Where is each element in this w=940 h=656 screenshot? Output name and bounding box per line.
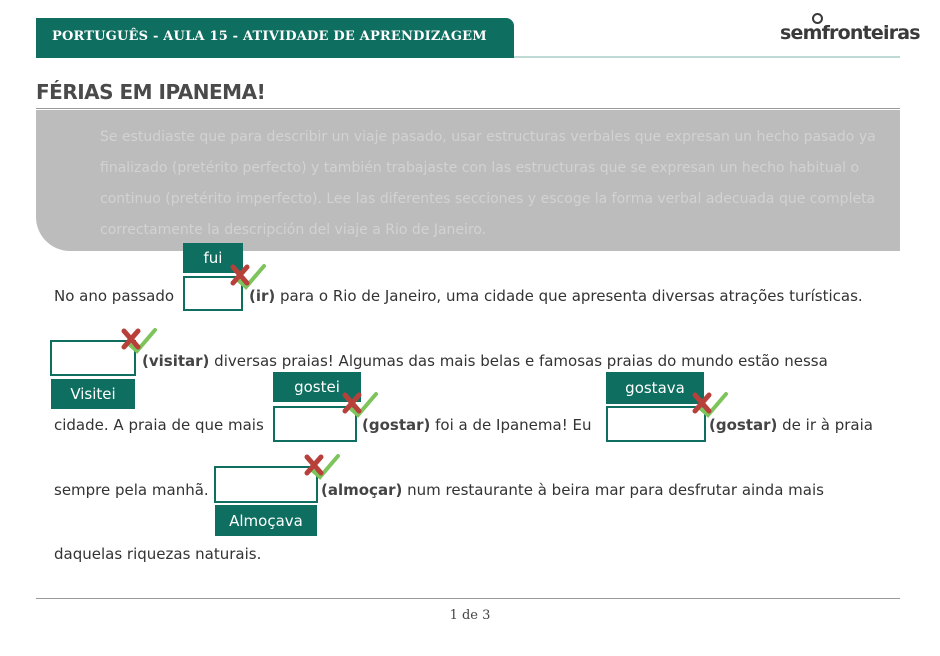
page-number: 1 de 3 bbox=[449, 608, 491, 623]
line4-before: sempre pela manhã. bbox=[54, 481, 209, 499]
line3-end bbox=[709, 416, 873, 434]
line3-middle-text: foi a de Ipanema! Eu bbox=[435, 416, 592, 434]
option-chip-visitei[interactable]: Visitei bbox=[51, 379, 135, 409]
option-chip-fui[interactable]: fui bbox=[183, 243, 243, 273]
brand-logo: semfronteiras bbox=[780, 22, 920, 44]
line1-after: para o Rio de Janeiro, uma cidade que apresenta diversas atrações turísticas. bbox=[280, 287, 863, 305]
line5-text: daquelas riquezas naturais. bbox=[54, 545, 262, 563]
answer-slot-almocar[interactable] bbox=[214, 466, 318, 503]
verb-hint: (gostar) bbox=[362, 416, 431, 434]
answer-slot-gostar-2[interactable] bbox=[606, 406, 706, 442]
header-bar bbox=[36, 18, 514, 58]
line1-rest bbox=[249, 287, 863, 305]
instructions-panel bbox=[36, 110, 900, 251]
line3-before: cidade. A praia de que mais bbox=[54, 416, 264, 434]
page-title: FÉRIAS EM IPANEMA! bbox=[36, 80, 266, 104]
line2-text bbox=[142, 352, 828, 370]
verb-hint: (gostar) bbox=[709, 416, 778, 434]
instructions-text: Se estudiaste que para describir un viaje pasado, usar estructuras verbales que expresan un hecho pasado ya finalizado (pretérito perfecto) y también trabajaste con las estructuras que se expresan un hecho habitual o continuo (pretérito imperfecto). Lee las diferentes secciones y escoge la forma verbal adecuada que completa correctamente la descripción del viaje a Rio de Janeiro. bbox=[100, 129, 876, 238]
lesson-title: PORTUGUÊS - AULA 15 - ATIVIDADE DE APRENDIZAGEM bbox=[52, 29, 487, 44]
footer-divider bbox=[36, 598, 900, 599]
verb-hint: (almoçar) bbox=[321, 481, 403, 499]
line2-after: diversas praias! Algumas das mais belas e famosas praias do mundo estão nessa bbox=[214, 352, 828, 370]
option-chip-almocava[interactable]: Almoçava bbox=[215, 505, 317, 536]
header-divider bbox=[514, 56, 900, 58]
line4-rest bbox=[321, 481, 824, 499]
title-divider bbox=[36, 108, 900, 109]
line1-before: No ano passado bbox=[54, 287, 175, 305]
line3-after: de ir à praia bbox=[782, 416, 873, 434]
verb-hint: (visitar) bbox=[142, 352, 210, 370]
line4-after: num restaurante à beira mar para desfrutar ainda mais bbox=[407, 481, 824, 499]
option-chip-gostava[interactable]: gostava bbox=[606, 372, 704, 404]
line3-middle bbox=[362, 416, 591, 434]
option-chip-gostei[interactable]: gostei bbox=[273, 372, 361, 402]
check-cross-icon bbox=[304, 452, 340, 482]
verb-hint: (ir) bbox=[249, 287, 276, 305]
